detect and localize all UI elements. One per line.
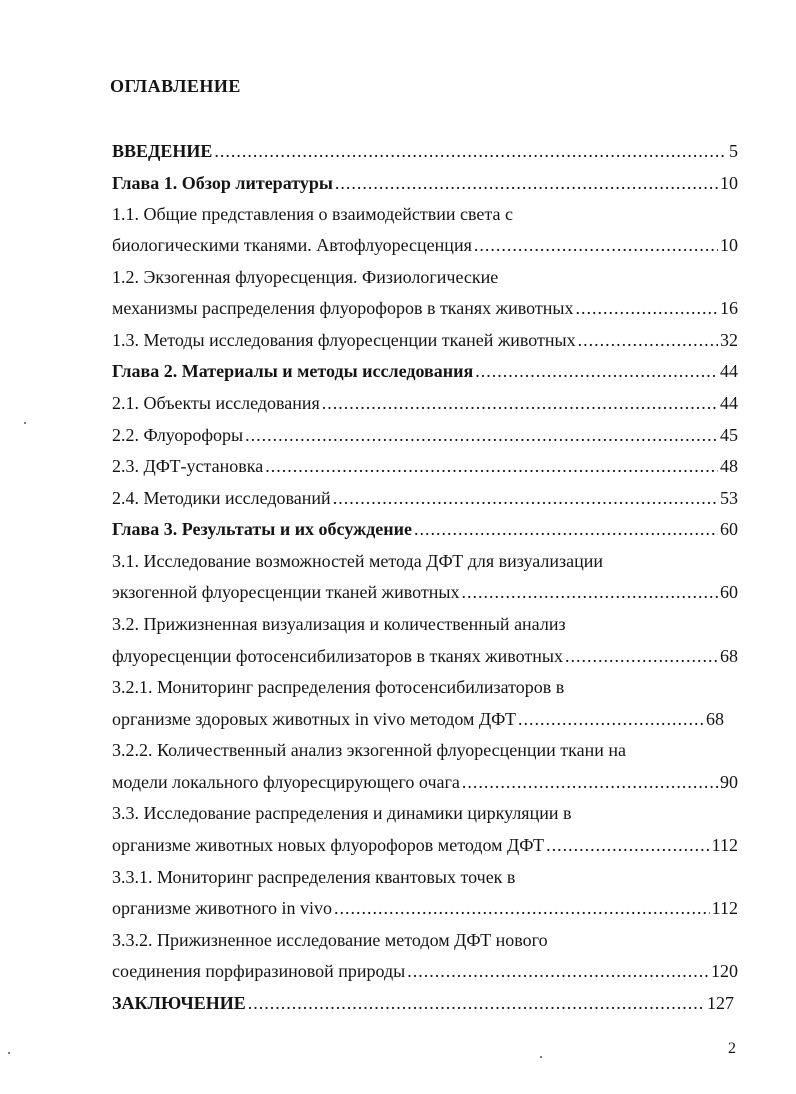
toc-entry-page: 112 [711, 898, 738, 918]
toc-entry-chapter-3[interactable] [112, 518, 738, 540]
toc-entry-label: 2.1. Объекты исследования [112, 393, 320, 413]
toc-entry-3-2-2-line1[interactable]: 3.2.2. Количественный анализ экзогенной флуоресценции ткани на [112, 740, 627, 760]
toc-entry-page: 68 [720, 646, 738, 666]
toc-entry-label: 2.2. Флуорофоры [112, 425, 244, 445]
toc-entry-1-1[interactable] [112, 234, 738, 256]
toc-entry-page: 16 [720, 298, 738, 318]
toc-leader-dots [322, 392, 718, 414]
toc-entry-label: организме животных новых флуорофоров методом ДФТ [112, 835, 545, 855]
toc-entry-2-1[interactable] [112, 392, 738, 414]
toc-entry-page: 60 [720, 582, 738, 602]
toc-entry-3-3[interactable] [112, 834, 738, 856]
toc-entry-chapter-1[interactable] [112, 172, 738, 194]
toc-entry-page: 60 [720, 519, 738, 539]
toc-entry-introduction[interactable] [112, 140, 738, 162]
toc-entry-conclusion[interactable] [112, 992, 734, 1014]
toc-leader-dots [461, 581, 718, 603]
page-title: ОГЛАВЛЕНИЕ [110, 76, 241, 96]
toc-entry-1-2-line1[interactable]: 1.2. Экзогенная флуоресценция. Физиологические [112, 267, 499, 287]
toc-entry-chapter-2[interactable] [112, 360, 738, 382]
toc-entry-label: модели локального флуоресцирующего очага [112, 772, 460, 792]
toc-entry-label: организме животного in vivo [112, 898, 333, 918]
toc-entry-2-2[interactable] [112, 424, 738, 446]
toc-leader-dots [575, 297, 718, 319]
toc-leader-dots [546, 834, 710, 856]
toc-entry-3-3-line1[interactable]: 3.3. Исследование распределения и динамики циркуляции в [112, 803, 572, 823]
toc-leader-dots [414, 518, 718, 540]
toc-entry-label: Глава 3. Результаты и их обсуждение [112, 519, 412, 539]
toc-entry-label: 1.3. Методы исследования флуоресценции тканей животных [112, 330, 576, 350]
toc-leader-dots [245, 424, 718, 446]
toc-leader-dots [475, 360, 718, 382]
page-number: 2 [728, 1040, 736, 1057]
toc-entry-page: 112 [711, 835, 738, 855]
toc-entry-3-1-line1[interactable]: 3.1. Исследование возможностей метода ДФТ для визуализации [112, 551, 604, 571]
toc-entry-page: 127 [707, 993, 734, 1013]
toc-entry-label: организме здоровых животных in vivo методом ДФТ [112, 709, 516, 729]
toc-entry-3-3-1[interactable] [112, 897, 738, 919]
scan-speck [24, 422, 26, 424]
toc-leader-dots [407, 960, 709, 982]
toc-leader-dots [334, 897, 710, 919]
toc-leader-dots [565, 645, 718, 667]
toc-entry-1-2[interactable] [112, 297, 738, 319]
toc-entry-page: 90 [720, 772, 738, 792]
toc-leader-dots [474, 234, 718, 256]
toc-entry-3-2-1-line1[interactable]: 3.2.1. Мониторинг распределения фотосенсибилизаторов в [112, 677, 565, 697]
toc-entry-page: 5 [729, 141, 738, 161]
toc-entry-label: 2.3. ДФТ-установка [112, 456, 264, 476]
toc-entry-3-3-2[interactable] [112, 960, 738, 982]
toc-leader-dots [462, 771, 718, 793]
toc-entry-3-2-1[interactable] [112, 708, 724, 730]
toc-entry-label: механизмы распределения флуорофоров в тканях животных [112, 298, 574, 318]
toc-entry-label: соединения порфиразиновой природы [112, 961, 406, 981]
toc-entry-page: 120 [711, 961, 738, 981]
toc-entry-label: ВВЕДЕНИЕ [112, 141, 213, 161]
toc-entry-3-1[interactable] [112, 581, 738, 603]
toc-entry-1-3[interactable] [112, 329, 738, 351]
toc-entry-3-3-2-line1[interactable]: 3.3.2. Прижизненное исследование методом ДФТ нового [112, 930, 548, 950]
scan-speck [8, 1052, 10, 1054]
toc-leader-dots [265, 455, 718, 477]
toc-entry-3-3-1-line1[interactable]: 3.3.1. Мониторинг распределения квантовых точек в [112, 867, 516, 887]
toc-leader-dots [518, 708, 704, 730]
toc-entry-label: флуоресценции фотосенсибилизаторов в тканях животных [112, 646, 563, 666]
toc-entry-page: 32 [720, 330, 738, 350]
toc-entry-page: 10 [720, 235, 738, 255]
toc-entry-label: 2.4. Методики исследований [112, 488, 331, 508]
toc-entry-1-1-line1[interactable]: 1.1. Общие представления о взаимодействии света с [112, 204, 513, 224]
toc-entry-page: 44 [720, 393, 738, 413]
toc-entry-page: 44 [720, 361, 738, 381]
toc-entry-label: Глава 1. Обзор литературы [112, 173, 333, 193]
toc-entry-label: экзогенной флуоресценции тканей животных [112, 582, 460, 602]
toc-entry-page: 48 [720, 456, 738, 476]
toc-leader-dots [214, 140, 727, 162]
toc-leader-dots [335, 172, 718, 194]
toc-entry-2-4[interactable] [112, 487, 738, 509]
toc-entry-label: ЗАКЛЮЧЕНИЕ [112, 993, 246, 1013]
scan-speck [540, 1056, 542, 1058]
toc-entry-label: Глава 2. Материалы и методы исследования [112, 361, 474, 381]
toc-leader-dots [248, 992, 705, 1014]
toc-entry-3-2-2[interactable] [112, 771, 738, 793]
toc-entry-page: 45 [720, 425, 738, 445]
toc-entry-3-2-line1[interactable]: 3.2. Прижизненная визуализация и количественный анализ [112, 614, 566, 634]
toc-entry-page: 53 [720, 488, 738, 508]
toc-entry-label: биологическими тканями. Автофлуоресценция [112, 235, 472, 255]
toc-entry-page: 10 [720, 173, 738, 193]
toc-leader-dots [578, 329, 718, 351]
toc-entry-3-2[interactable] [112, 645, 738, 667]
toc-entry-page: 68 [706, 709, 724, 729]
toc-entry-2-3[interactable] [112, 455, 738, 477]
toc-leader-dots [333, 487, 718, 509]
